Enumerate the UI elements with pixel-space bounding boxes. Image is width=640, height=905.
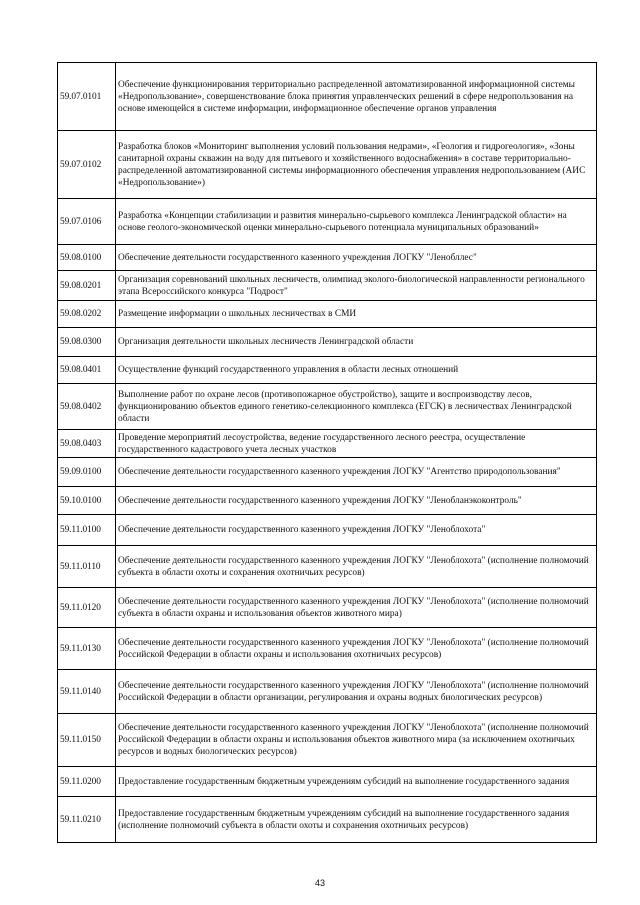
table-row	[58, 328, 597, 357]
row-code: 59.08.0201	[58, 271, 116, 301]
table-row	[58, 670, 597, 714]
row-code: 59.07.0102	[58, 131, 116, 199]
row-code: 59.11.0120	[58, 588, 116, 628]
table-row	[58, 271, 597, 301]
table-row	[58, 487, 597, 515]
row-code: 59.10.0100	[58, 487, 116, 515]
table-row	[58, 588, 597, 628]
budget-codes-table	[57, 62, 597, 843]
table-row	[58, 714, 597, 767]
row-code: 59.08.0402	[58, 384, 116, 430]
row-code: 59.11.0130	[58, 628, 116, 670]
row-description: Обеспечение деятельности государственного казенного учреждения ЛОГКУ "Леноблохота" (исполнение полномочий Российской Федерации в области организации, регулирования и охраны водных биологических ресурсов)	[116, 670, 597, 714]
row-description: Обеспечение функционирования территориально распределенной автоматизированной информационной системы «Недропользование», совершенствование блока принятия управленческих решений в сфере недропользования на основе имеющейся в системе информации, информационное обеспечение органов управления	[116, 63, 597, 131]
table-row	[58, 357, 597, 384]
row-code: 59.08.0403	[58, 430, 116, 458]
table-row	[58, 245, 597, 271]
row-code: 59.11.0110	[58, 546, 116, 588]
row-description: Размещение информации о школьных лесничествах в СМИ	[116, 301, 597, 328]
table-row	[58, 131, 597, 199]
row-description: Организация деятельности школьных лесничеств Ленинградской области	[116, 328, 597, 357]
row-code: 59.08.0202	[58, 301, 116, 328]
table-row	[58, 301, 597, 328]
row-code: 59.09.0100	[58, 458, 116, 487]
row-code: 59.11.0200	[58, 767, 116, 797]
row-description: Обеспечение деятельности государственного казенного учреждения ЛОГКУ "Леноблохота" (исполнение полномочий Российской Федерации в области охраны и использования объектов животного мира (за исключением охотничьих ресурсов и водных биологических ресурсов)	[116, 714, 597, 767]
row-description: Выполнение работ по охране лесов (противопожарное обустройство), защите и воспроизводству лесов, функционированию объектов единого генетико-селекционного комплекса (ЕГСК) в лесничествах Ленинградской области	[116, 384, 597, 430]
row-code: 59.08.0401	[58, 357, 116, 384]
table-row	[58, 797, 597, 843]
row-description: Обеспечение деятельности государственного казенного учреждения ЛОГКУ "Леноблохота" (исполнение полномочий субъекта в области охраны и использования объектов животного мира)	[116, 588, 597, 628]
row-description: Разработка блоков «Мониторинг выполнения условий пользования недрами», «Геология и гидрогеология», «Зоны санитарной охраны скважин на воду для питьевого и хозяйственного водоснабжения» в составе территориально-распределенной автоматизированной системы информационного обеспечения управления недропользованием (АИС «Недропользование»)	[116, 131, 597, 199]
page-number: 43	[314, 878, 325, 888]
row-description: Предоставление государственным бюджетным учреждениям субсидий на выполнение государственного задания	[116, 767, 597, 797]
table-row	[58, 767, 597, 797]
table-row	[58, 515, 597, 546]
row-description: Обеспечение деятельности государственного казенного учреждения ЛОГКУ "Агентство природопользования"	[116, 458, 597, 487]
row-description: Осуществление функций государственного управления в области лесных отношений	[116, 357, 597, 384]
table-row	[58, 546, 597, 588]
row-code: 59.11.0140	[58, 670, 116, 714]
row-code: 59.11.0100	[58, 515, 116, 546]
row-description: Обеспечение деятельности государственного казенного учреждения ЛОГКУ "Леноблохота" (исполнение полномочий субъекта в области охоты и сохранения охотничьих ресурсов)	[116, 546, 597, 588]
row-description: Обеспечение деятельности государственного казенного учреждения ЛОГКУ "Леноблохота" (исполнение полномочий Российской Федерации в области охраны и использования охотничьих ресурсов)	[116, 628, 597, 670]
row-code: 59.11.0150	[58, 714, 116, 767]
row-code: 59.08.0100	[58, 245, 116, 271]
row-code: 59.07.0101	[58, 63, 116, 131]
table-row	[58, 199, 597, 245]
row-description: Проведение мероприятий лесоустройства, ведение государственного лесного реестра, осуществление государственного кадастрового учета лесных участков	[116, 430, 597, 458]
row-description: Обеспечение деятельности государственного казенного учреждения ЛОГКУ "Ленобланэкоконтроль"	[116, 487, 597, 515]
row-code: 59.08.0300	[58, 328, 116, 357]
row-code: 59.11.0210	[58, 797, 116, 843]
table-row	[58, 384, 597, 430]
table-row	[58, 458, 597, 487]
table-row	[58, 430, 597, 458]
table-row	[58, 628, 597, 670]
row-description: Разработка «Концепции стабилизации и развития минерально-сырьевого комплекса Ленинградской области» на основе геолого-экономической оценки минерально-сырьевого потенциала муниципальных образований»	[116, 199, 597, 245]
row-code: 59.07.0106	[58, 199, 116, 245]
row-description: Обеспечение деятельности государственного казенного учреждения ЛОГКУ "Ленобллес"	[116, 245, 597, 271]
table-row	[58, 63, 597, 131]
row-description: Организация соревнований школьных лесничеств, олимпиад эколого-биологической направленности регионального этапа Всероссийского конкурса "Подрост"	[116, 271, 597, 301]
row-description: Предоставление государственным бюджетным учреждениям субсидий на выполнение государственного задания (исполнение полномочий субъекта в области охоты и сохранения охотничьих ресурсов)	[116, 797, 597, 843]
row-description: Обеспечение деятельности государственного казенного учреждения ЛОГКУ "Леноблохота"	[116, 515, 597, 546]
